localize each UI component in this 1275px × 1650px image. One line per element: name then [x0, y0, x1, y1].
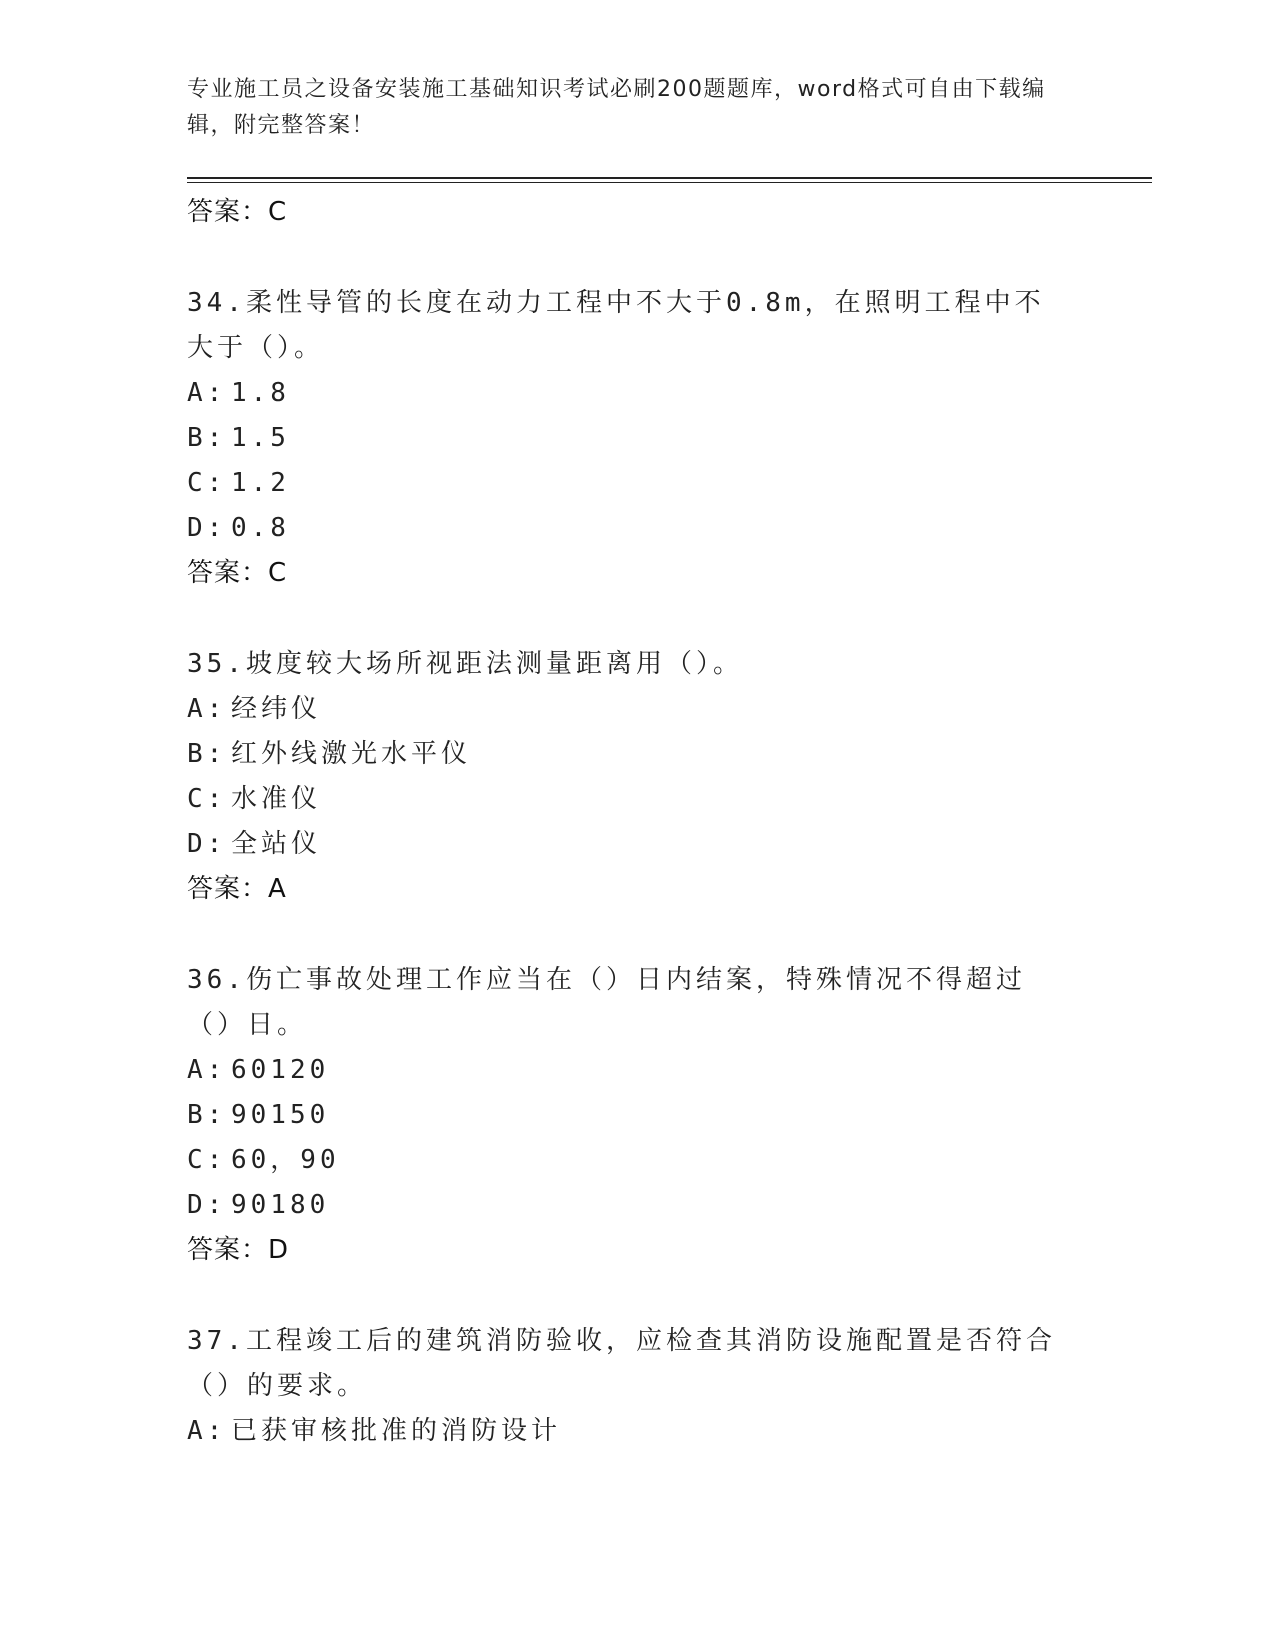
option-key: B:: [187, 1100, 227, 1130]
option-a: [187, 1048, 1087, 1093]
answer-line: 答案：C: [187, 197, 288, 227]
option-a: [187, 1409, 1087, 1454]
option-b: [187, 416, 1087, 461]
option-c: [187, 1138, 1087, 1183]
option-c: [187, 461, 1087, 506]
option-text: 1.5: [231, 423, 290, 453]
option-text: 经纬仪: [231, 694, 322, 724]
question-text: 37.工程竣工后的建筑消防验收，应检查其消防设施配置是否符合（）的要求。: [187, 1326, 1056, 1401]
option-text: 水准仪: [231, 784, 322, 814]
option-text: 90150: [231, 1100, 330, 1130]
option-text: 90180: [231, 1190, 330, 1220]
option-text: 1.8: [231, 378, 290, 408]
document-header: 专业施工员之设备安装施工基础知识考试必刷200题题库，word格式可自由下载编辑，附完整答案！: [187, 77, 1046, 138]
option-d: [187, 822, 1087, 867]
option-key: C:: [187, 784, 227, 814]
option-key: C:: [187, 1145, 227, 1175]
option-a: [187, 687, 1087, 732]
question-block: [187, 1319, 1087, 1454]
header-divider-thin: [187, 182, 1152, 183]
option-text: 全站仪: [231, 829, 322, 859]
option-d: [187, 506, 1087, 551]
option-text: 1.2: [231, 468, 290, 498]
option-key: D:: [187, 513, 227, 543]
option-key: B:: [187, 739, 227, 769]
answer-line: 答案：D: [187, 1235, 290, 1265]
option-text: 红外线激光水平仪: [231, 739, 472, 769]
option-key: B:: [187, 423, 227, 453]
header-divider: [187, 177, 1152, 179]
option-key: D:: [187, 829, 227, 859]
answer-line: 答案：A: [187, 874, 287, 904]
option-b: [187, 1093, 1087, 1138]
option-c: [187, 777, 1087, 822]
option-a: [187, 371, 1087, 416]
question-text: 34.柔性导管的长度在动力工程中不大于0.8m，在照明工程中不大于（）。: [187, 288, 1045, 363]
option-key: C:: [187, 468, 227, 498]
option-key: A:: [187, 378, 227, 408]
option-key: A:: [187, 1055, 227, 1085]
option-key: A:: [187, 694, 227, 724]
option-text: 60120: [231, 1055, 330, 1085]
question-block: [187, 642, 1087, 912]
question-block: [187, 958, 1087, 1273]
option-text: 60，90: [231, 1145, 340, 1175]
question-block: [187, 281, 1087, 596]
option-key: D:: [187, 1190, 227, 1220]
option-b: [187, 732, 1087, 777]
question-text: 35.坡度较大场所视距法测量距离用（）。: [187, 649, 743, 679]
option-text: 已获审核批准的消防设计: [231, 1416, 562, 1446]
option-text: 0.8: [231, 513, 290, 543]
option-d: [187, 1183, 1087, 1228]
question-text: 36.伤亡事故处理工作应当在（）日内结案，特殊情况不得超过（）日。: [187, 965, 1026, 1040]
question-list: [187, 190, 1087, 1454]
answer-line: 答案：C: [187, 558, 288, 588]
option-key: A:: [187, 1416, 227, 1446]
